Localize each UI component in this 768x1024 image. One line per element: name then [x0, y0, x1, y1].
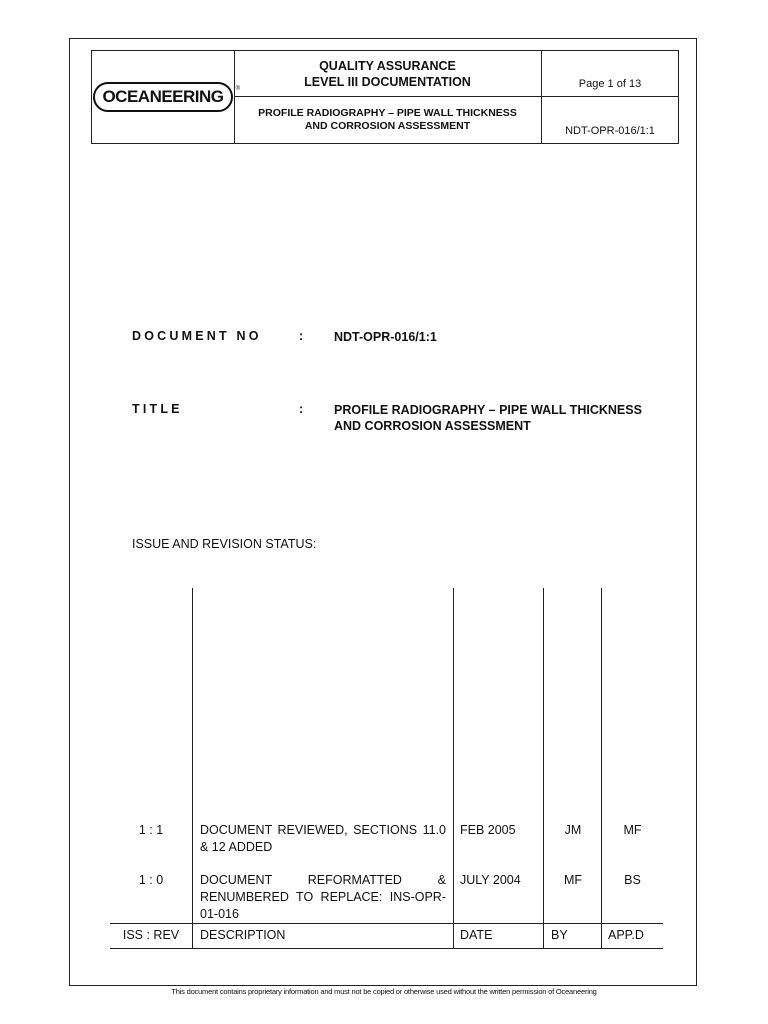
column-header-description: DESCRIPTION [200, 928, 286, 942]
table-row-description: DOCUMENT REFORMATTED & RENUMBERED TO REPLACE: INS-OPR-01-016 [200, 873, 446, 921]
header-subtitle-line2: AND CORROSION ASSESSMENT [304, 120, 471, 132]
table-header-top-border [110, 923, 663, 924]
docno-label: DOCUMENT NO [132, 329, 262, 343]
title-colon: : [299, 402, 304, 416]
column-divider [543, 588, 544, 948]
title-value-line2: AND CORROSION ASSESSMENT [334, 419, 531, 433]
column-header-date: DATE [460, 928, 493, 942]
header-title-line1: QUALITY ASSURANCE [319, 58, 456, 73]
table-row-iss-rev: 1 : 0 [138, 873, 164, 887]
header-doc-code: NDT-OPR-016/1:1 [565, 125, 655, 137]
revision-table [110, 588, 663, 950]
registered-mark: ® [235, 86, 240, 92]
logo-text: OCEANEERING [102, 87, 224, 106]
table-row-date: FEB 2005 [460, 823, 516, 837]
header-title [234, 51, 542, 97]
column-divider [453, 588, 454, 948]
header-title-line2: LEVEL III DOCUMENTATION [304, 74, 471, 89]
column-header-by: BY [551, 928, 568, 942]
table-row-by: MF [563, 873, 583, 887]
column-divider [601, 588, 602, 948]
page-number: Page 1 of 13 [542, 51, 678, 97]
header-subtitle-line1: PROFILE RADIOGRAPHY – PIPE WALL THICKNESS [258, 107, 517, 119]
document-header [91, 50, 679, 144]
docno-value: NDT-OPR-016/1:1 [334, 330, 437, 344]
company-logo [92, 51, 240, 143]
header-subtitle [234, 97, 542, 143]
table-row-date: JULY 2004 [460, 873, 521, 887]
table-row-by: JM [564, 823, 582, 837]
docno-colon: : [299, 329, 304, 343]
logo-wordmark [93, 82, 240, 112]
title-value [334, 402, 642, 434]
title-value-line1: PROFILE RADIOGRAPHY – PIPE WALL THICKNESS [334, 403, 642, 417]
table-row-iss-rev: 1 : 1 [138, 823, 164, 837]
revision-status-heading: ISSUE AND REVISION STATUS: [132, 537, 317, 551]
column-header-iss-rev: ISS : REV [122, 928, 180, 942]
title-label: TITLE [132, 402, 183, 416]
table-row-description: DOCUMENT REVIEWED, SECTIONS 11.0 & 12 ADDED [200, 823, 446, 854]
column-divider [192, 588, 193, 948]
table-row-approved: MF [623, 823, 642, 837]
table-row-approved: BS [624, 873, 641, 887]
proprietary-notice: This document contains proprietary information and must not be copied or otherwise used without the written permission of Oceaneering [171, 987, 597, 996]
column-header-approved: APP.D [608, 928, 644, 942]
table-header-bottom-border [110, 948, 663, 949]
